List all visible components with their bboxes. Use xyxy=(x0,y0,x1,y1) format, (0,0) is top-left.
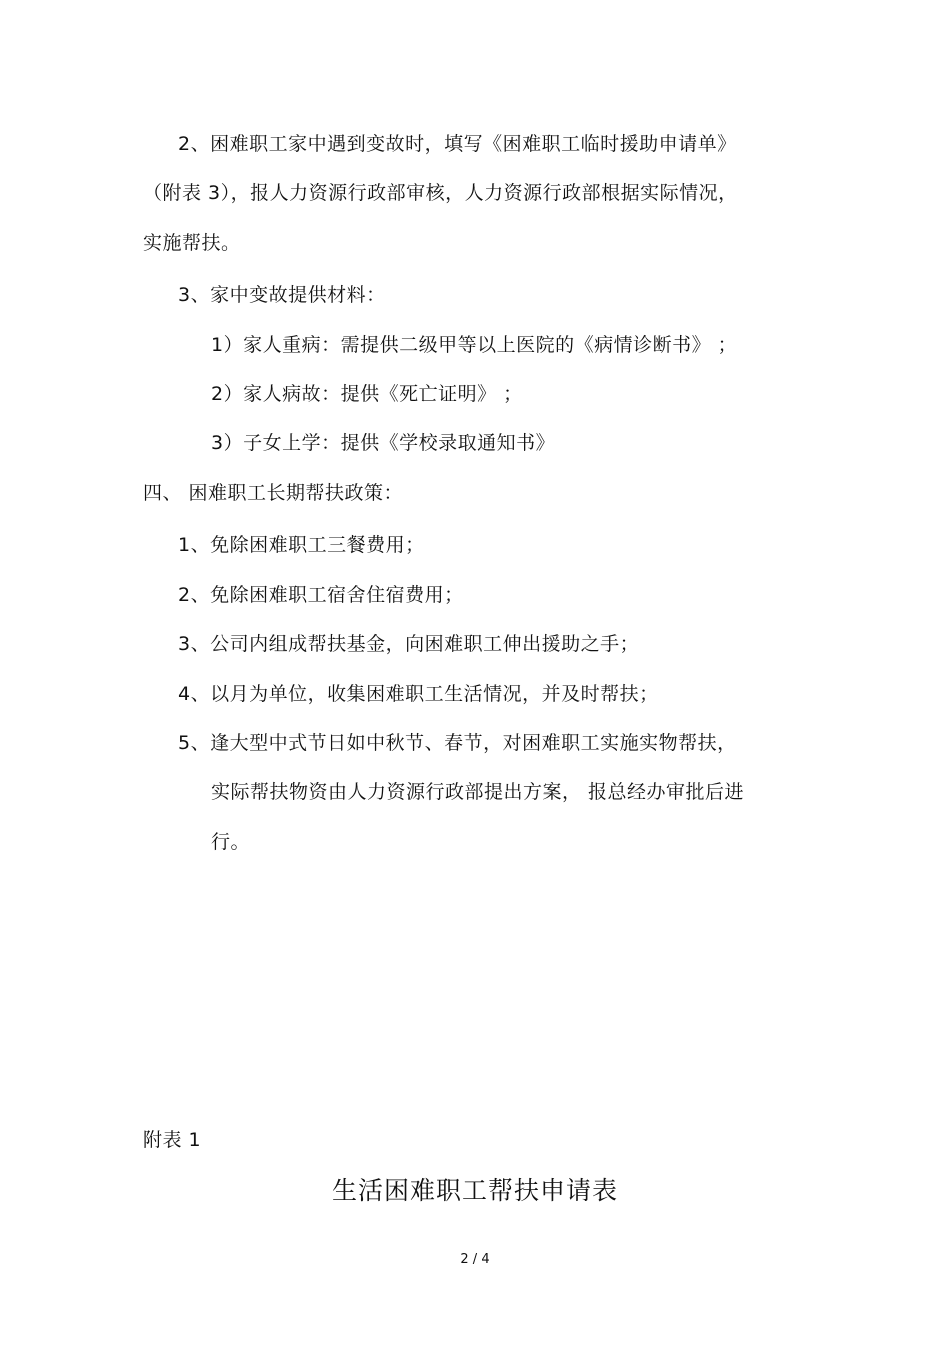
page-number: 2 / 4 xyxy=(460,1252,490,1267)
materials-item-3: 3）子女上学：提供《学校录取通知书》 xyxy=(211,432,556,454)
paragraph-item-2-line-2: （附表 3），报人力资源行政部审核，人力资源行政部根据实际情况， xyxy=(143,182,738,204)
materials-heading: 3、家中变故提供材料： xyxy=(178,284,386,306)
policy-item-5-line-3: 行。 xyxy=(211,831,251,853)
materials-item-2: 2）家人病故：提供《死亡证明》 ； xyxy=(211,383,523,405)
section-four-heading: 四、 困难职工长期帮扶政策： xyxy=(143,482,404,504)
policy-item-1: 1、免除困难职工三餐费用； xyxy=(178,534,425,556)
materials-item-1: 1）家人重病：需提供二级甲等以上医院的《病情诊断书》 ； xyxy=(211,334,738,356)
paragraph-item-2-line-1: 2、困难职工家中遇到变故时，填写《困难职工临时援助申请单》 xyxy=(178,133,737,155)
policy-item-5-line-1: 5、逢大型中式节日如中秋节、春节，对困难职工实施实物帮扶， xyxy=(178,732,737,754)
policy-item-5-line-2: 实际帮扶物资由人力资源行政部提出方案， 报总经办审批后进 xyxy=(211,781,745,803)
appendix-label: 附表 1 xyxy=(143,1129,202,1151)
paragraph-item-2-line-3: 实施帮扶。 xyxy=(143,232,241,254)
policy-item-2: 2、免除困难职工宿舍住宿费用； xyxy=(178,584,464,606)
policy-item-3: 3、公司内组成帮扶基金，向困难职工伸出援助之手； xyxy=(178,633,640,655)
form-title: 生活困难职工帮扶申请表 xyxy=(331,1176,618,1205)
policy-item-4: 4、以月为单位，收集困难职工生活情况，并及时帮扶； xyxy=(178,683,659,705)
